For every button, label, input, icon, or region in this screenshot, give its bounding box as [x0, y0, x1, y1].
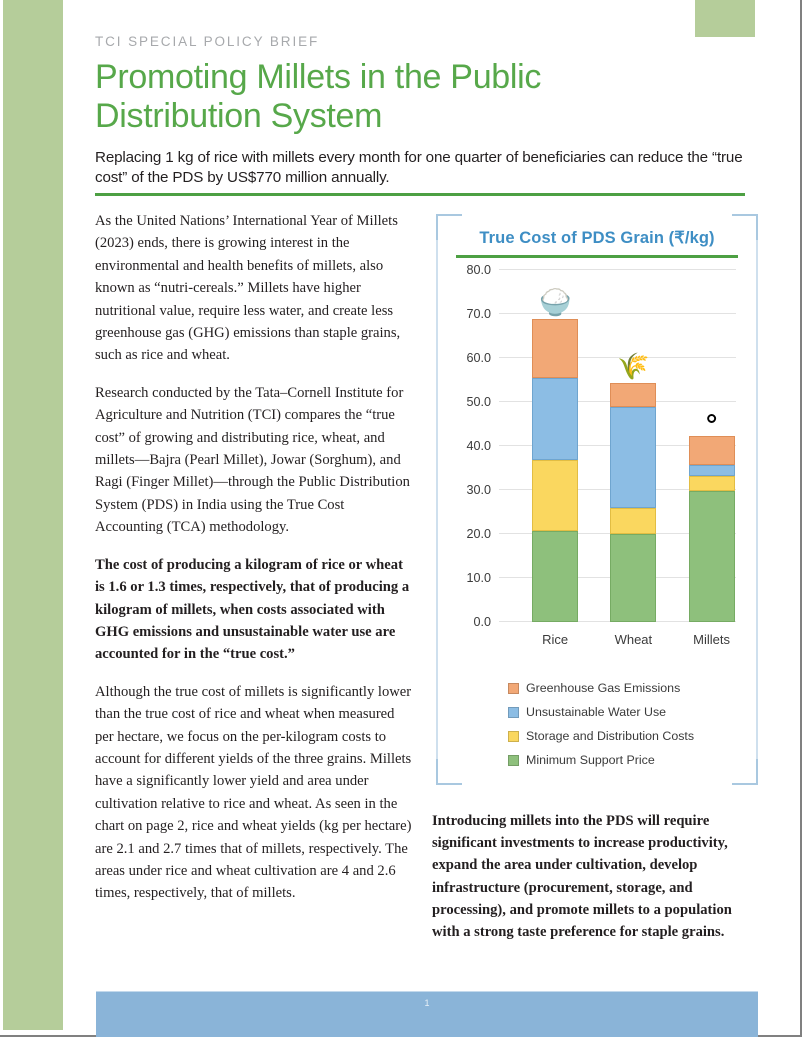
left-green-accent-bar — [3, 0, 63, 1030]
legend-swatch-icon — [508, 731, 519, 742]
chart-x-tick-label: Wheat — [614, 632, 653, 647]
top-right-green-square — [695, 0, 755, 37]
panel-left-edge — [436, 214, 438, 785]
body-text-column — [95, 210, 415, 920]
chart-bar-millets — [689, 436, 735, 622]
chart-y-tick-label: 30.0 — [466, 483, 491, 497]
body-paragraph-highlight: The cost of producing a kilogram of rice or wheat is 1.6 or 1.3 times, respectively, that of producing a kilogram of millets, when costs associated with GHG emissions and unsustainable water use are accounted for in the “true cost.” — [95, 556, 410, 663]
chart-y-tick-label: 70.0 — [466, 307, 491, 321]
legend-item[interactable] — [508, 700, 748, 724]
chart-bar-segment — [689, 465, 735, 476]
page-title-line-2: Distribution System — [95, 97, 383, 135]
chart-plot-area — [466, 263, 736, 647]
eyebrow-label: TCI SPECIAL POLICY BRIEF — [95, 34, 320, 49]
chart-x-tick-label: Rice — [542, 632, 569, 647]
chart-bar-segment — [532, 378, 578, 460]
page-subtitle: Replacing 1 kg of rice with millets every month for one quarter of beneficiaries can reduce the “true cost” of the PDS by US$770 million annually. — [95, 149, 743, 186]
chart-bar-segment — [610, 407, 656, 508]
chart-y-tick-label: 40.0 — [466, 439, 491, 453]
legend-swatch-icon — [508, 755, 519, 766]
chart-y-tick-label: 80.0 — [466, 263, 491, 277]
chart-bar-segment — [689, 491, 735, 622]
body-paragraph: Research conducted by the Tata–Cornell Institute for Agriculture and Nutrition (TCI) compares the “true cost” of growing and distributing rice, wheat, and millets—Bajra (Pearl Millet), Jowar (Sorghum), and Ragi (Finger Millet)—through the Public Distribution System (PDS) in India using the True Cost Accounting (TCA) methodology. — [95, 384, 410, 536]
legend-label: Unsustainable Water Use — [526, 705, 667, 719]
page-title — [95, 58, 745, 136]
chart-y-tick-label: 50.0 — [466, 395, 491, 409]
rice-grains-icon: 🍚 — [538, 287, 572, 318]
chart-legend — [508, 676, 748, 772]
header-divider — [95, 193, 745, 196]
body-paragraph: Although the true cost of millets is significantly lower than the true cost of rice and wheat when measured per hectare, we focus on the per-kilogram costs to account for different yields of the three grains. Millets have a significantly lower yield and area under cultivation relative to rice and wheat. As seen in the chart on page 2, rice and wheat yields (kg per hectare) are 2.1 and 2.7 times that of millets, respectively. The areas under rice and wheat cultivation are 4 and 2.6 times, respectively, that of millets. — [95, 683, 412, 902]
chart-x-tick-label: Millets — [693, 632, 731, 647]
legend-label: Storage and Distribution Costs — [526, 729, 695, 743]
page-number: 1 — [424, 998, 430, 1008]
millet-grains-icon: ⚬ — [700, 403, 723, 434]
chart-y-tick-label: 20.0 — [466, 527, 491, 541]
chart-bar-wheat — [610, 383, 656, 622]
footer-bar — [96, 991, 758, 1037]
page-title-line-1: Promoting Millets in the Public — [95, 58, 542, 96]
chart-y-tick-label: 0.0 — [473, 615, 491, 629]
chart-y-tick-label: 10.0 — [466, 571, 491, 585]
chart-panel — [436, 214, 758, 785]
chart-y-tick-label: 60.0 — [466, 351, 491, 365]
panel-right-edge — [756, 214, 758, 785]
legend-item[interactable] — [508, 676, 748, 700]
panel-corner-bottom-left — [436, 759, 462, 785]
chart-bar-rice — [532, 319, 578, 622]
legend-item[interactable] — [508, 724, 748, 748]
chart-bar-segment — [610, 508, 656, 534]
chart-bar-segment — [689, 476, 735, 491]
chart-title-divider — [456, 255, 738, 258]
chart-gridline — [499, 269, 736, 270]
chart-bar-segment — [610, 383, 656, 407]
legend-label: Greenhouse Gas Emissions — [526, 681, 681, 695]
callout-paragraph: Introducing millets into the PDS will require significant investments to increase productivity, expand the area under cultivation, develop infrastructure (procurement, storage, and processing), and promote millets to a population with a strong taste preference for staple grains. — [432, 813, 732, 941]
chart-bar-segment — [532, 319, 578, 378]
legend-swatch-icon — [508, 683, 519, 694]
wheat-grains-icon: 🌾 — [617, 350, 650, 381]
chart-plot — [454, 263, 742, 652]
legend-item[interactable] — [508, 748, 748, 772]
legend-label: Minimum Support Price — [526, 753, 655, 767]
chart-bar-segment — [532, 460, 578, 531]
chart-bar-segment — [689, 436, 735, 465]
page-header — [95, 34, 745, 187]
legend-swatch-icon — [508, 707, 519, 718]
body-paragraph: As the United Nations’ International Year of Millets (2023) ends, there is growing interest in the environmental and health benefits of millets, also known as “nutri-cereals.” Millets have higher nutritional value, require less water, and create less greenhouse gas (GHG) emissions than staple grains, such as rice and wheat. — [95, 213, 401, 364]
chart-title: True Cost of PDS Grain (₹/kg) — [479, 229, 715, 247]
chart-bar-segment — [532, 531, 578, 622]
chart-bar-segment — [610, 534, 656, 622]
